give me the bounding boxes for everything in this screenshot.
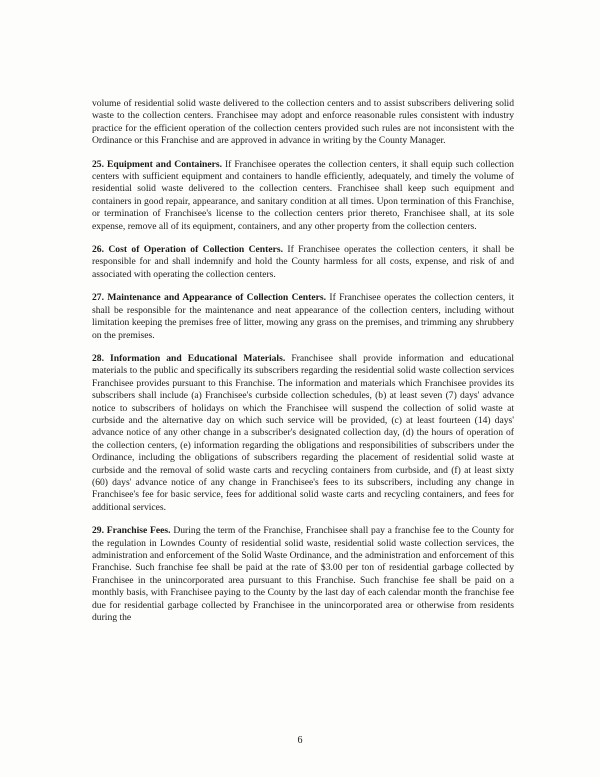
paragraph-text: If Franchisee operates the collection centers, it shall be responsible for the maintenance and neat appearance of the collection centers, including without limitation keeping the premises free of litter, mowing any grass on the premises, and trimming any shrubbery on the premises. — [92, 292, 514, 341]
paragraph-text: volume of residential solid waste delivered to the collection centers and to assist subscribers delivering solid waste to the collection centers. Franchisee may adopt and enforce reasonable rules consistent with industry practice for the efficient operation of the collection centers provided such rules are not inconsistent with the Ordinance or this Franchise and are approved in advance in writing by the County Manager. — [92, 98, 514, 147]
section-26-cost-of-operation — [92, 244, 514, 281]
section-28-information-and-educational-materials — [92, 353, 514, 514]
document-body — [92, 98, 514, 635]
section-25-equipment-and-containers — [92, 159, 514, 233]
section-heading: 29. Franchise Fees. — [92, 525, 171, 537]
paragraph-text: If Franchisee operates the collection centers, it shall be responsible for and shall indemnify and hold the County harmless for all costs, expense, and risk of and associated with operating the collection centers. — [92, 244, 514, 280]
paragraph-text: Franchisee shall provide information and educational materials to the public and specifically its subscribers regarding the residential solid waste collection services Franchisee provides pursuant to this Franchise. The information and materials which Franchisee provides its subscribers shall include (a) Franchisee's curbside collection schedules, (b) at least seven (7) days' advance notice to subscribers of holidays on which the Franchisee will suspend the collection of solid waste at curbside and the alternative day on which such service will be provided, (c) at least fourteen (14) days' advance notice of any other change in a subscriber's designated collection day, (d) the hours of operation of the collection centers, (e) information regarding the obligations and responsibilities of subscribers under the Ordinance, including the obligations of subscribers regarding the placement of residential solid waste at curbside and the removal of solid waste carts and recycling containers from curbside, and (f) at least sixty (60) days' advance notice of any change in Franchisee's fees to its subscribers, including any change in Franchisee's fee for basic service, fees for additional solid waste carts and recycling containers, and fees for additional services. — [92, 352, 514, 513]
section-heading: 25. Equipment and Containers. — [92, 158, 222, 170]
section-27-maintenance-and-appearance — [92, 292, 514, 342]
section-29-franchise-fees — [92, 525, 514, 624]
section-heading: 28. Information and Educational Materials. — [92, 352, 286, 364]
page-number: 6 — [297, 735, 303, 746]
paragraph-text: If Franchisee operates the collection centers, it shall equip such collection centers with sufficient equipment and containers to handle efficiently, adequately, and timely the volume of residential solid waste delivered to the collection centers. Franchisee shall keep such equipment and containers in good repair, appearance, and sanitary condition at all times. Upon termination of this Franchise, or termination of Franchisee's license to the collection centers prior thereto, Franchisee shall, at its sole expense, remove all of its equipment, containers, and any other property from the collection centers. — [92, 158, 514, 232]
paragraph-text: During the term of the Franchise, Franchisee shall pay a franchise fee to the County for the regulation in Lowndes County of residential solid waste, residential solid waste collection services, the administration and enforcement of the Solid Waste Ordinance, and the administration and enforcement of this Franchise. Such franchise fee shall be paid at the rate of $3.00 per ton of residential garbage collected by Franchisee in the unincorporated area pursuant to this Franchise. Such franchise fee shall be paid on a monthly basis, with Franchisee paying to the County by the last day of each calendar month the franchise fee due for residential garbage collected by Franchisee in the unincorporated area or otherwise from residents during the — [92, 525, 515, 624]
section-heading: 27. Maintenance and Appearance of Collection Centers. — [92, 292, 326, 304]
section-heading: 26. Cost of Operation of Collection Centers. — [92, 244, 283, 256]
paragraph-continuation — [92, 98, 514, 148]
